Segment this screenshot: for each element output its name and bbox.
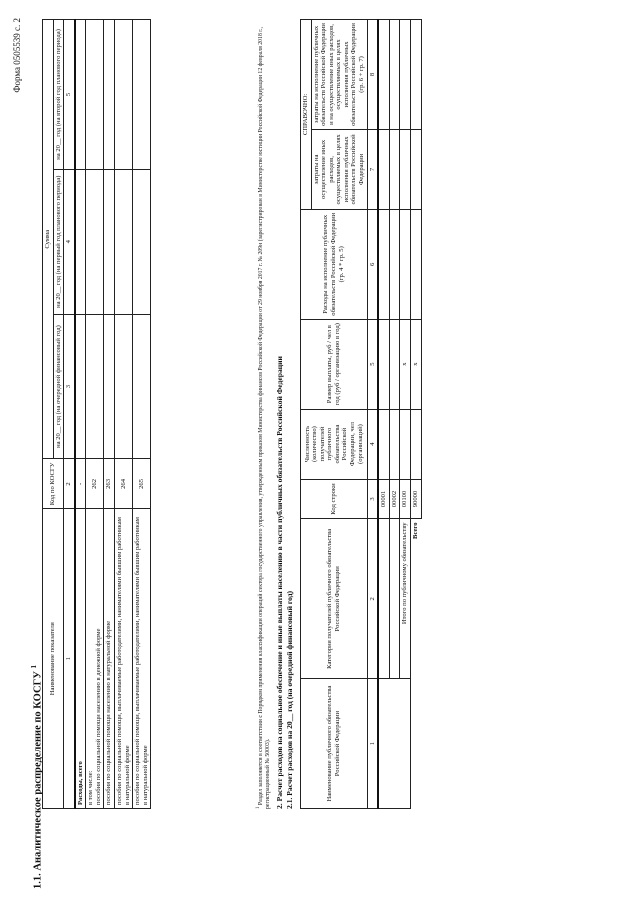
obligation-name-cell[interactable]: [378, 679, 410, 809]
colnum-2: 2: [64, 459, 75, 509]
section-2-1-title: 2.1. Расчет расходов на 20__ год (на очередной финансовый год): [284, 590, 294, 809]
cell-value[interactable]: [104, 169, 115, 314]
cell-value[interactable]: [389, 20, 400, 130]
row-name: [86, 509, 104, 809]
total-code: 90000: [410, 479, 421, 519]
header-row-code: Код строки: [301, 479, 368, 519]
colnum-1: 1: [367, 679, 378, 809]
table-row: [378, 20, 389, 809]
colnum-8: 8: [367, 20, 378, 130]
row-name-text: пособия по социальной помощи населению в денежной форме: [94, 628, 102, 805]
row-code: 262: [86, 459, 104, 509]
header-sum: Сумма: [43, 20, 54, 459]
row-subtitle: в том числе:: [87, 770, 95, 805]
cell-value[interactable]: [75, 20, 86, 170]
public-obligations-table: [300, 19, 422, 809]
cell-value[interactable]: [86, 20, 104, 170]
section-title-text: 1.1. Аналитическое распределение по КОСГУ: [32, 671, 44, 889]
header-year-3: на 20__ год (на второй год планового периода): [53, 20, 64, 170]
header-payment: Размер выплаты, руб / чел в год (руб / организацию в год): [301, 319, 368, 409]
header-category: Категория получателей публичного обязательства Российской Федерации: [301, 519, 368, 679]
category-cell[interactable]: [378, 519, 389, 679]
cell-value[interactable]: [389, 319, 400, 409]
table-row: [104, 20, 115, 809]
cell-value[interactable]: [389, 129, 400, 209]
cell-value[interactable]: [115, 169, 133, 314]
cell-value[interactable]: [86, 314, 104, 459]
header-year-2: на 20__ год (на первый год планового периода): [53, 169, 64, 314]
cell-value[interactable]: [389, 409, 400, 479]
header-ref-7: затраты на осуществление иных расходов, осуществляемых в целях исполнения публичных обязательств Российской Федерации: [311, 129, 367, 209]
cell-value[interactable]: [400, 129, 411, 209]
table-row: [133, 20, 151, 809]
cell-value[interactable]: [133, 169, 151, 314]
footnote-number: 1: [256, 806, 261, 809]
table-row: [75, 20, 86, 809]
colnum-5: 5: [367, 319, 378, 409]
cell-value[interactable]: [115, 314, 133, 459]
row-name: пособия по социальной помощи, выплачиваемые работодателями, нанимателями бывшим работникам в натуральной форме: [115, 509, 133, 809]
category-cell[interactable]: [389, 519, 400, 679]
cell-value[interactable]: [133, 314, 151, 459]
cell-value[interactable]: [133, 20, 151, 170]
row-code: 264: [115, 459, 133, 509]
cell-value[interactable]: [410, 129, 421, 209]
colnum-1: 1: [64, 509, 75, 809]
cell-value[interactable]: [410, 409, 421, 479]
colnum-2: 2: [367, 519, 378, 679]
header-obligation: Наименование публичного обязательства Российской Федерации: [301, 679, 368, 809]
header-ref-8: затраты на исполнение публичных обязательств Российской Федерации и на осуществление иных расходов, осуществляемых в целях исполнения публичных обязательств Российской Федерации (гр. 6 + гр. 7): [311, 20, 367, 130]
colnum-4: 4: [367, 409, 378, 479]
cell-value[interactable]: [75, 169, 86, 314]
colnum-6: 6: [367, 209, 378, 319]
row-code: -: [75, 459, 86, 509]
cell-value[interactable]: [378, 209, 389, 319]
header-reference: СПРАВОЧНО:: [301, 20, 312, 210]
row-code: 263: [104, 459, 115, 509]
cell-value[interactable]: [104, 20, 115, 170]
row-code: 00001: [378, 479, 389, 519]
footnote-text: Раздел заполняется в соответствии с Порядком применения классификации операций сектора государственного управления, утвержденным приказом Министерства финансов Российской Федерации от 29 ноября 2017 г. № 209н (зарегистрирован в Министерстве юстиции Российской Федерации 12 февраля 2018 г., регистрационный № 50003).: [257, 27, 272, 809]
cell-value[interactable]: [378, 409, 389, 479]
header-count: Численность (количество) получателей публичного обязательства Российской Федерации, чел (организаций): [301, 409, 368, 479]
row-name: Расходы, всего: [75, 509, 86, 809]
cell-value[interactable]: [378, 319, 389, 409]
x-mark: x: [400, 319, 411, 409]
row-name: пособия по социальной помощи населению в натуральной форме: [104, 509, 115, 809]
footnote-marker: 1: [30, 664, 38, 669]
header-name: Наименование показателя: [43, 509, 64, 809]
subtotal-label: Итого по публичному обязательству: [400, 519, 411, 679]
row-name: пособия по социальной помощи, выплачиваемые работодателями, нанимателями бывшим работникам в натуральной форме: [133, 509, 151, 809]
total-row: [410, 20, 421, 809]
cell-value[interactable]: [400, 209, 411, 319]
header-year-1: на 20__ год (на очередной финансовый год): [53, 314, 64, 459]
kosgu-table: [42, 19, 151, 809]
cell-value[interactable]: [86, 169, 104, 314]
x-mark: x: [410, 319, 421, 409]
table-row: [86, 20, 104, 809]
cell-value[interactable]: [104, 314, 115, 459]
cell-value[interactable]: [400, 20, 411, 130]
header-kosgu: Код по КОСГУ: [43, 459, 64, 509]
header-expenses: Расходы на исполнение публичных обязательств Российской Федерации (гр. 4 * гр. 5): [301, 209, 368, 319]
section-2-title: 2. Расчет расходов на социальное обеспечение и иные выплаты населению в части публичных обязательств Российской Федерации: [275, 356, 284, 809]
cell-value[interactable]: [115, 20, 133, 170]
colnum-3: 3: [367, 479, 378, 519]
cell-value[interactable]: [410, 20, 421, 130]
section-2-titles: [275, 356, 295, 809]
row-code: 00002: [389, 479, 400, 519]
cell-value[interactable]: [410, 209, 421, 319]
colnum-4: 4: [64, 169, 75, 314]
empty-cell: [410, 679, 421, 809]
cell-value[interactable]: [378, 129, 389, 209]
colnum-7: 7: [367, 129, 378, 209]
subtotal-code: 00100: [400, 479, 411, 519]
cell-value[interactable]: [378, 20, 389, 130]
colnum-3: 3: [64, 314, 75, 459]
cell-value[interactable]: [75, 314, 86, 459]
form-label: Форма 0505539 с. 2: [12, 18, 22, 93]
table-row: [115, 20, 133, 809]
footnote: [256, 19, 272, 809]
cell-value[interactable]: [400, 409, 411, 479]
row-code: 265: [133, 459, 151, 509]
colnum-5: 5: [64, 20, 75, 170]
cell-value[interactable]: [389, 209, 400, 319]
total-label: Всего: [410, 519, 421, 679]
